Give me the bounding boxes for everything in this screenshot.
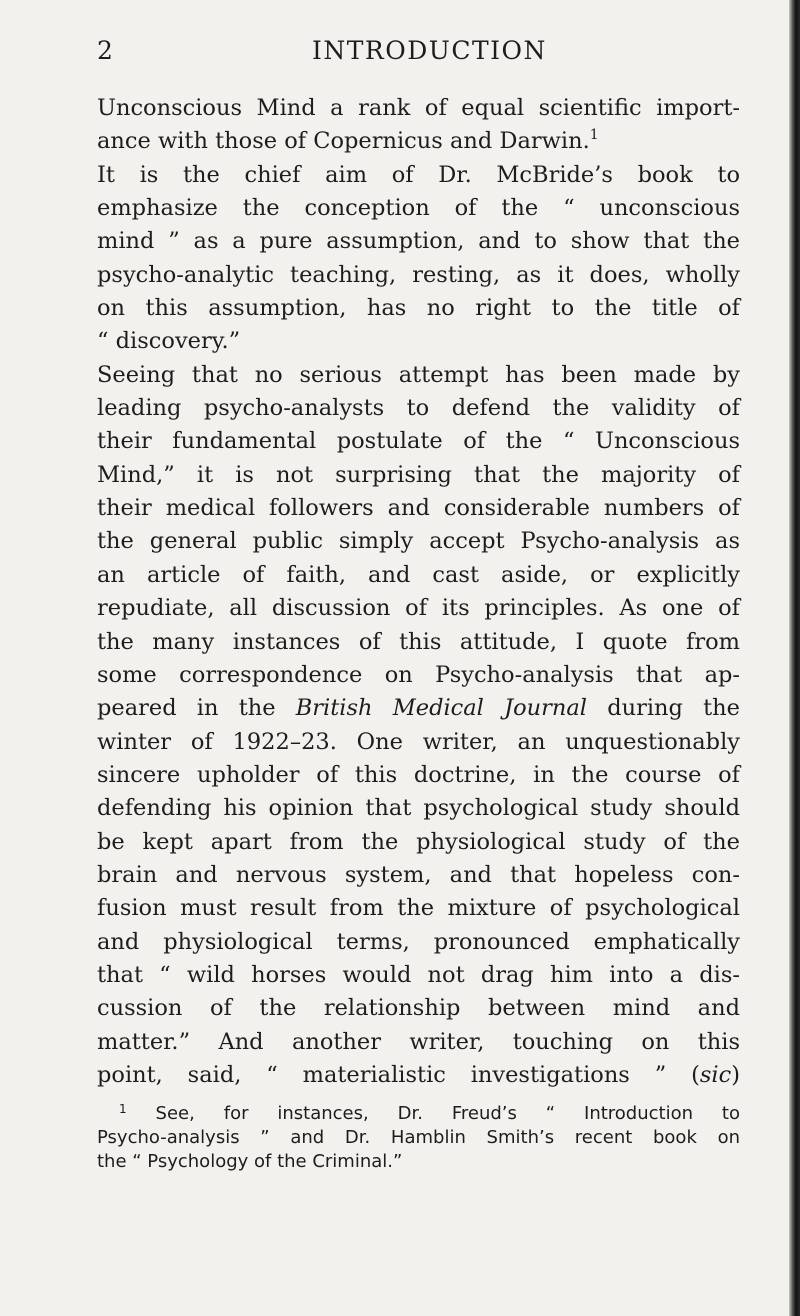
page-number: 2 bbox=[97, 36, 113, 65]
body-text bbox=[97, 92, 740, 1092]
page-header bbox=[97, 36, 740, 76]
journal-title: British Medical Journal bbox=[295, 695, 587, 722]
text-line: mind ” as a pure assumption, and to show that the bbox=[97, 228, 740, 255]
page-edge-shadow bbox=[789, 0, 800, 1316]
text-line: It is the chief aim of Dr. McBride’s book to bbox=[97, 161, 740, 188]
text-line: be kept apart from the physiological study of the bbox=[97, 828, 740, 855]
text-line: that “ wild horses would not drag him into a dis- bbox=[97, 961, 740, 988]
text-line: leading psycho-analysts to defend the validity of bbox=[97, 395, 740, 422]
running-head: INTRODUCTION bbox=[312, 36, 547, 65]
text-line: repudiate, all discussion of its principles. As one of bbox=[97, 595, 740, 622]
text-line: some correspondence on Psycho-analysis that ap- bbox=[97, 661, 740, 688]
footnote-line: Psycho-analysis ” and Dr. Hamblin Smith’s recent book on bbox=[97, 1127, 740, 1149]
text-line: matter.” And another writer, touching on this bbox=[97, 1028, 740, 1055]
sic-marker: (sic) bbox=[691, 1061, 740, 1088]
text-line: on this assumption, has no right to the title of bbox=[97, 295, 740, 322]
text-line: emphasize the conception of the “ unconscious bbox=[97, 195, 740, 222]
text-line: sincere upholder of this doctrine, in the course of bbox=[97, 761, 740, 788]
book-page bbox=[97, 36, 740, 1174]
footnote-number: 1 bbox=[119, 1102, 127, 1117]
text-line: cussion of the relationship between mind and bbox=[97, 995, 740, 1022]
text-line: ance with those of Copernicus and Darwin.$^1$ bbox=[97, 127, 599, 155]
footnote-line: the “ Psychology of the Criminal.” bbox=[97, 1151, 403, 1173]
text-line: brain and nervous system, and that hopeless con- bbox=[97, 861, 740, 888]
text-line: Mind,” it is not surprising that the majority of bbox=[97, 461, 740, 488]
text-line: fusion must result from the mixture of psychological bbox=[97, 895, 740, 922]
text-line: and physiological terms, pronounced emphatically bbox=[97, 928, 740, 955]
text-line: winter of 1922–23. One writer, an unquestionably bbox=[97, 728, 740, 755]
text-line: point, said, “ materialistic investigations ” (sic) bbox=[97, 1061, 740, 1088]
footnotes bbox=[97, 1102, 740, 1174]
text-line: Seeing that no serious attempt has been made by bbox=[97, 361, 740, 388]
text-line: the many instances of this attitude, I quote from bbox=[97, 628, 740, 655]
text-line: their medical followers and considerable numbers of bbox=[97, 495, 740, 522]
footnote-ref: 1 bbox=[589, 127, 599, 144]
text-line: their fundamental postulate of the “ Unconscious bbox=[97, 428, 740, 455]
text-line: peared in the British Medical Journal during the bbox=[97, 695, 740, 722]
text-line: the general public simply accept Psycho-analysis as bbox=[97, 528, 740, 555]
text-line: “ discovery.” bbox=[97, 328, 241, 355]
text-line: an article of faith, and cast aside, or explicitly bbox=[97, 561, 740, 588]
text-line: Unconscious Mind a rank of equal scientific import- bbox=[97, 95, 740, 121]
text-line: defending his opinion that psychological study should bbox=[97, 795, 740, 822]
footnote-line: $^1$ See, for instances, Dr. Freud’s “ Introduction to bbox=[119, 1102, 740, 1125]
text-line: psycho-analytic teaching, resting, as it does, wholly bbox=[97, 261, 740, 288]
